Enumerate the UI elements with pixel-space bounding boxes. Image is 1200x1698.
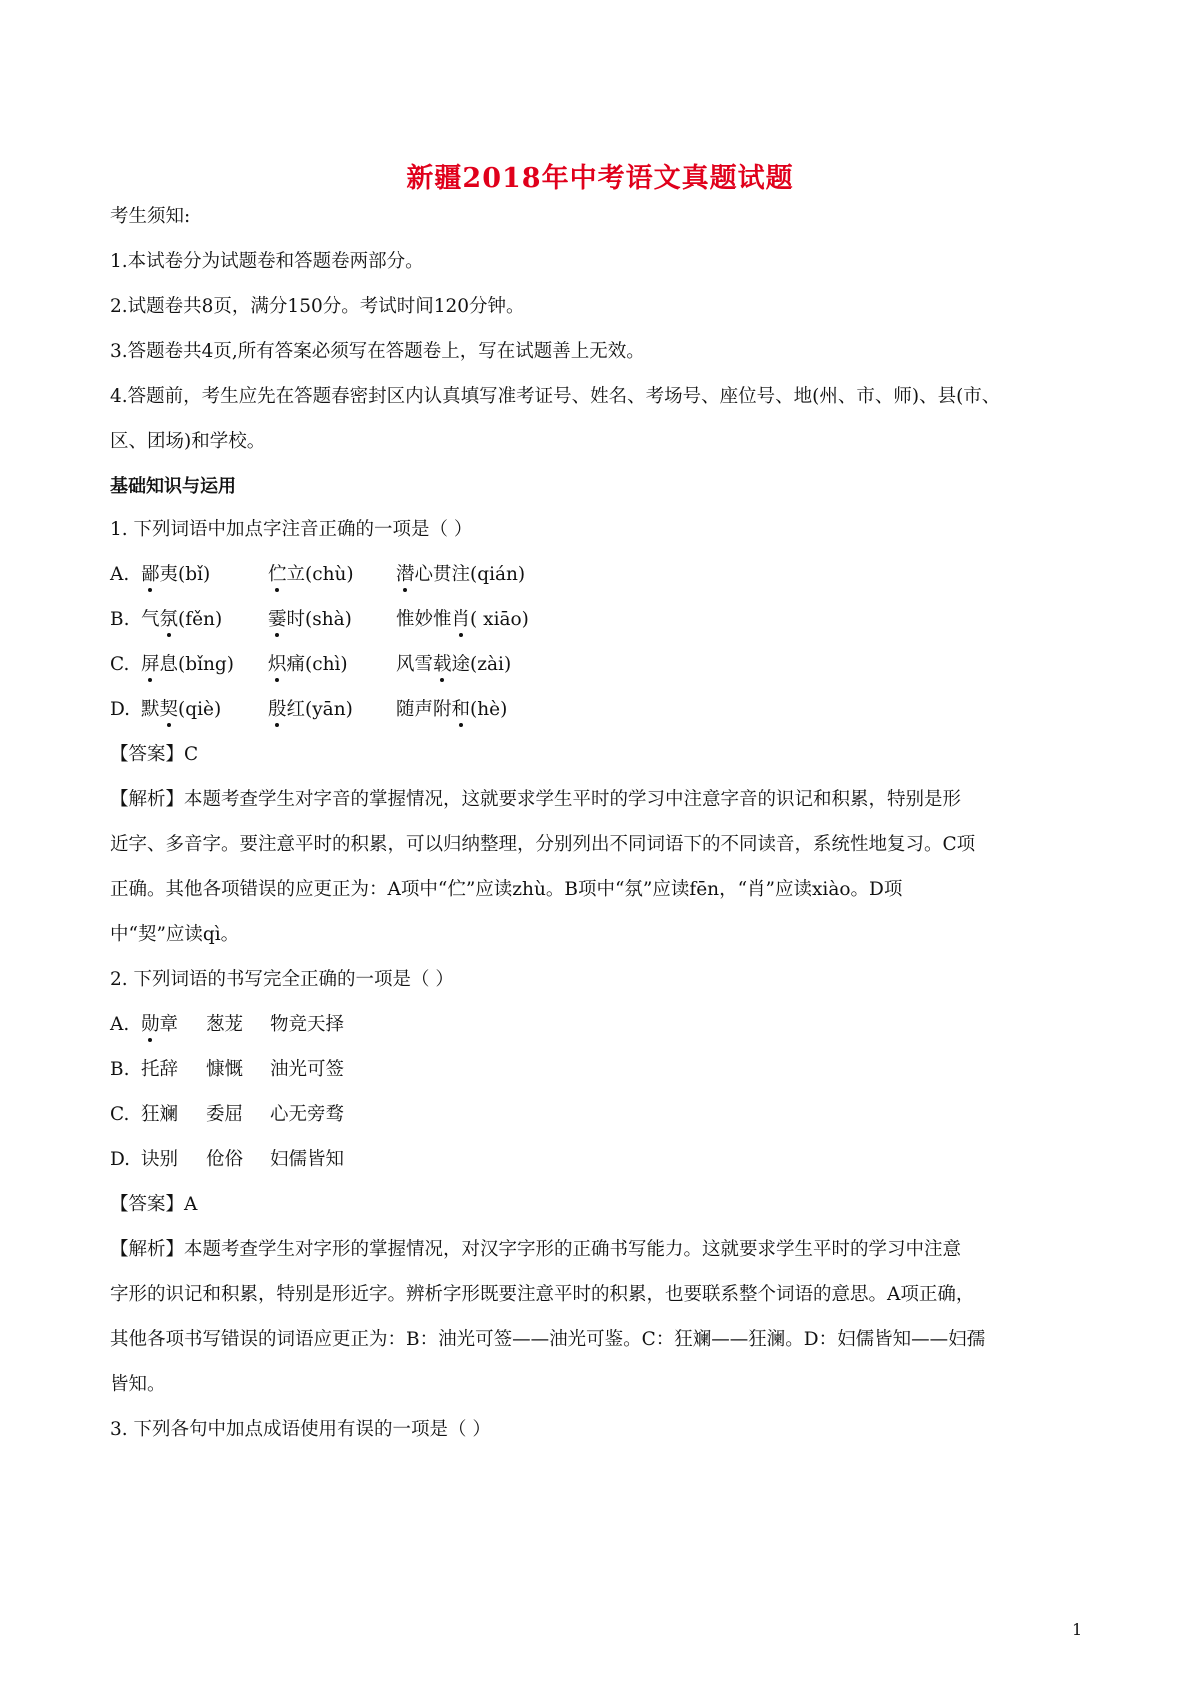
option-word: 惟妙惟肖( xiāo) — [396, 607, 529, 633]
dotted-char: 勋 — [141, 1012, 160, 1038]
option-letter: B. — [110, 609, 130, 630]
option-word: 葱茏 — [206, 1014, 244, 1035]
dotted-char: 潜 — [396, 562, 415, 588]
notice-item: 2.试题卷共8页，满分150分。考试时间120分钟。 — [110, 296, 525, 317]
dotted-char: 肖 — [452, 607, 471, 633]
option-letter: A. — [110, 564, 130, 585]
option-word: 伧俗 — [206, 1149, 244, 1170]
dotted-char: 鄙 — [141, 562, 160, 588]
analysis-line: 其他各项书写错误的词语应更正为：B：油光可签——油光可鉴。C：狂斓——狂澜。D：妇儒皆知——妇孺 — [110, 1329, 986, 1350]
page-title: 新疆2018年中考语文真题试题 — [406, 163, 794, 194]
notice-item: 区、团场)和学校。 — [110, 431, 266, 452]
option-word: 气氛(fěn) — [141, 607, 222, 633]
option-word: 屏息(bǐng) — [141, 652, 234, 678]
dotted-char: 屏 — [141, 652, 160, 678]
option-word: 物竞天择 — [270, 1014, 345, 1035]
option-word: 随声附和(hè) — [396, 697, 507, 723]
option-word: 心无旁骛 — [270, 1104, 345, 1125]
notice-item: 3.答题卷共4页,所有答案必须写在答题卷上，写在试题善上无效。 — [110, 341, 645, 362]
analysis-line: 近字、多音字。要注意平时的积累，可以归纳整理，分别列出不同词语下的不同读音，系统性地复习。C项 — [110, 834, 976, 855]
dotted-char: 伫 — [268, 562, 287, 588]
option-letter: C. — [110, 654, 130, 675]
option-word: 默契(qiè) — [141, 697, 221, 723]
option-word: 诀别 — [141, 1149, 179, 1170]
question-3-stem: 3. 下列各句中加点成语使用有误的一项是（ ） — [110, 1419, 491, 1440]
option-word: 勋章 — [141, 1012, 178, 1038]
option-word: 鄙夷(bǐ) — [141, 562, 210, 588]
notice-item: 1.本试卷分为试题卷和答题卷两部分。 — [110, 251, 424, 272]
question-2-stem: 2. 下列词语的书写完全正确的一项是（ ） — [110, 969, 454, 990]
analysis-line: 【解析】本题考查学生对字形的掌握情况，对汉字字形的正确书写能力。这就要求学生平时的学习中注意 — [110, 1239, 962, 1260]
option-letter: D. — [110, 1149, 131, 1170]
analysis-line: 【解析】本题考查学生对字音的掌握情况，这就要求学生平时的学习中注意字音的识记和积累，特别是形 — [110, 789, 962, 810]
option-word: 慷慨 — [206, 1059, 244, 1080]
analysis-line: 字形的识记和积累，特别是形近字。辨析字形既要注意平时的积累，也要联系整个词语的意思。A项正确， — [110, 1284, 975, 1305]
option-letter: D. — [110, 699, 131, 720]
notice-item: 4.答题前，考生应先在答题春密封区内认真填写准考证号、姓名、考场号、座位号、地(州、市、师)、县(市、 — [110, 386, 1001, 407]
dotted-char: 氛 — [160, 607, 179, 633]
option-word: 油光可签 — [270, 1059, 345, 1080]
option-word: 殷红(yān) — [268, 697, 353, 723]
option-word: 托辞 — [141, 1059, 179, 1080]
option-letter: A. — [110, 1014, 130, 1035]
dotted-char: 契 — [160, 697, 179, 723]
section-heading: 基础知识与运用 — [110, 476, 236, 497]
analysis-line: 正确。其他各项错误的应更正为：A项中“伫”应读zhù。B项中“氛”应读fēn，“肖”应读xiào。D项 — [110, 879, 903, 900]
dotted-char: 载 — [433, 652, 452, 678]
dotted-char: 殷 — [268, 697, 287, 723]
analysis-line: 中“契”应读qì。 — [110, 924, 240, 945]
option-word: 霎时(shà) — [268, 607, 352, 633]
answer-label: 【答案】A — [110, 1194, 198, 1215]
option-word: 风雪载途(zài) — [396, 652, 511, 678]
question-1-stem: 1. 下列词语中加点字注音正确的一项是（ ） — [110, 519, 473, 540]
option-word: 潜心贯注(qián) — [396, 562, 525, 588]
analysis-line: 皆知。 — [110, 1374, 166, 1395]
dotted-char: 霎 — [268, 607, 287, 633]
option-word: 委屈 — [206, 1104, 244, 1125]
dotted-char: 炽 — [268, 652, 287, 678]
option-letter: B. — [110, 1059, 130, 1080]
dotted-char: 和 — [452, 697, 471, 723]
option-letter: C. — [110, 1104, 130, 1125]
page-number: 1 — [1072, 1620, 1083, 1639]
option-word: 狂斓 — [141, 1104, 179, 1125]
option-word: 伫立(chù) — [268, 562, 354, 588]
option-word: 炽痛(chì) — [268, 652, 348, 678]
notice-heading: 考生须知: — [110, 206, 191, 227]
answer-label: 【答案】C — [110, 744, 199, 765]
option-word: 妇儒皆知 — [270, 1149, 345, 1170]
